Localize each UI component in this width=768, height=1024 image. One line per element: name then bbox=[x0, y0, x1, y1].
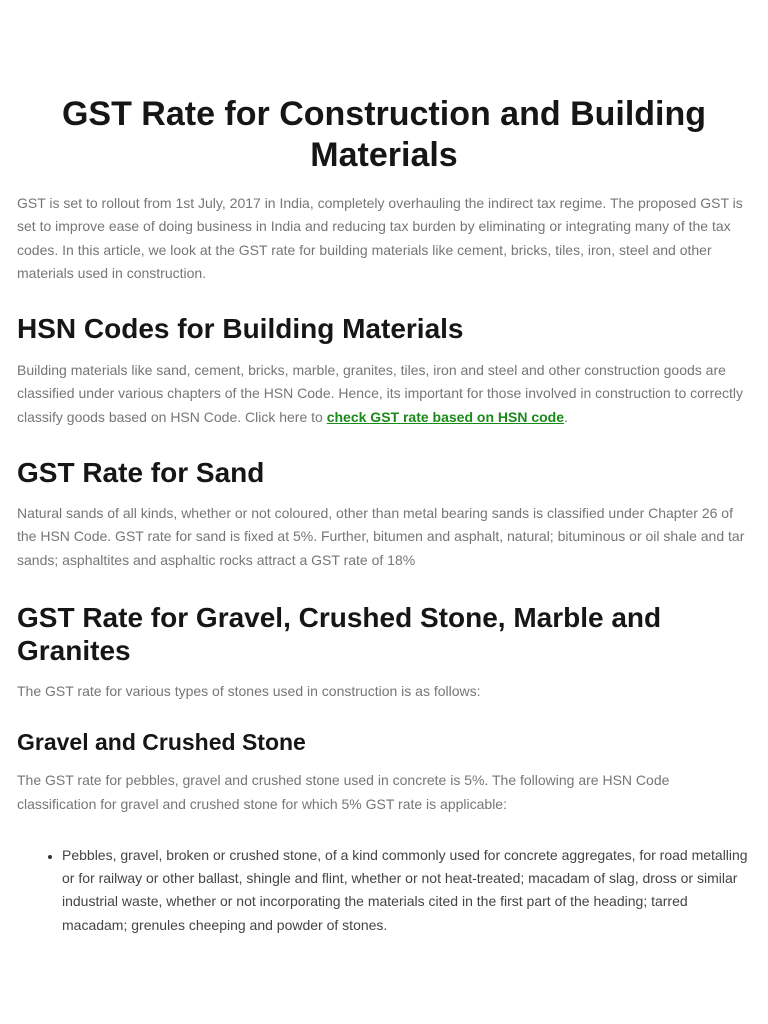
hsn-text-end: . bbox=[564, 408, 568, 425]
section-heading-stones: GST Rate for Gravel, Crushed Stone, Marble and Granites bbox=[17, 601, 662, 666]
section-heading-sand: GST Rate for Sand bbox=[17, 457, 265, 489]
hsn-paragraph bbox=[17, 359, 751, 429]
stones-paragraph: The GST rate for various types of stones used in construction is as follows: bbox=[17, 682, 481, 699]
section-heading-gravel: Gravel and Crushed Stone bbox=[17, 729, 306, 756]
hsn-text: Building materials like sand, cement, bricks, marble, granites, tiles, iron and steel and other construction goods are classified under various chapters of the HSN Code. Hence, its important for those involved in construction to correctly classify goods based on HSN Code. Click here to bbox=[17, 362, 744, 425]
intro-paragraph: GST is set to rollout from 1st July, 2017 in India, completely overhauling the indirect tax regime. The proposed GST is set to improve ease of doing business in India and reducing tax burden by eliminating or integrating many of the tax codes. In this article, we look at the GST rate for building materials like cement, bricks, tiles, iron, steel and other materials used in construction. bbox=[17, 195, 743, 281]
sand-paragraph: Natural sands of all kinds, whether or not coloured, other than metal bearing sands is classified under Chapter 26 of the HSN Code. GST rate for sand is fixed at 5%. Further, bitumen and asphalt, natural; bituminous or oil shale and tar sands; asphaltites and asphaltic rocks attract a GST rate of 18% bbox=[17, 505, 745, 568]
list-item: • Pebbles, gravel, broken or crushed stone, of a kind commonly used for concrete aggregates, for road metalling or for railway or other ballast, shingle and flint, whether or not heat-treated; macadam of slag, dross or similar industrial waste, whether or not incorporating the materials cited in the first part of the heading; tarred macadam; grenules cheeping and powder of stones. bbox=[62, 844, 751, 937]
page-title: GST Rate for Construction and Building Materials bbox=[61, 95, 707, 174]
section-heading-hsn: HSN Codes for Building Materials bbox=[17, 313, 464, 345]
gravel-bullet-list bbox=[17, 844, 751, 937]
hsn-rate-link[interactable]: check GST rate based on HSN code bbox=[326, 408, 565, 425]
gravel-paragraph: The GST rate for pebbles, gravel and crushed stone used in concrete is 5%. The following are HSN Code classification for gravel and crushed stone for which 5% GST rate is applicable: bbox=[17, 772, 670, 812]
